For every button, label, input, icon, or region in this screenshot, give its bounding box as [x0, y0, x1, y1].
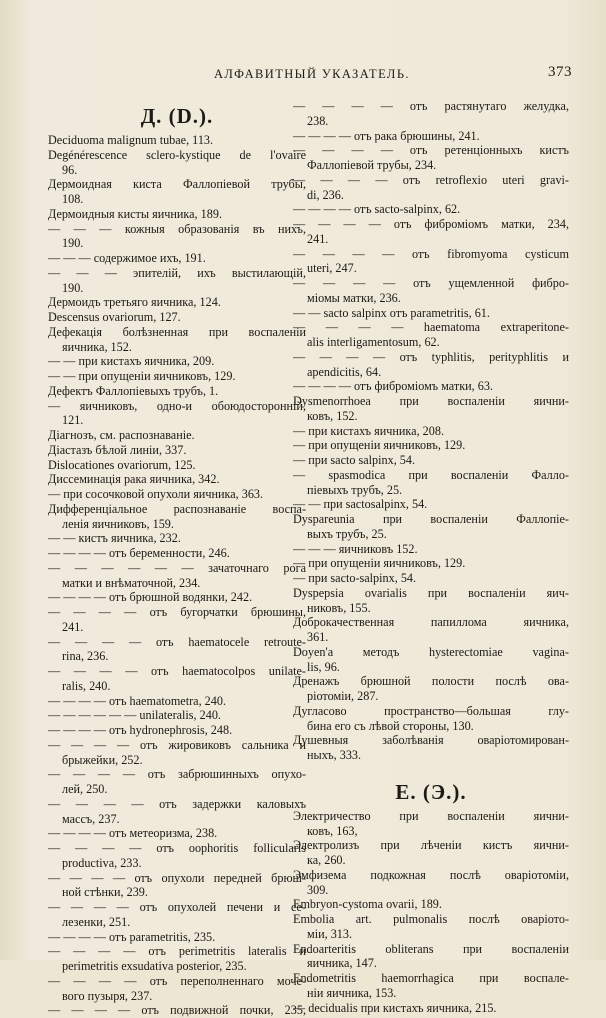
index-line: — при sacto salpinx, 54.: [293, 453, 416, 467]
running-title: АЛФАВИТНЫЙ УКАЗАТЕЛЬ.: [214, 67, 410, 81]
index-line: ковъ, 152.: [307, 408, 358, 423]
index-line: — — — — отъ рака брюшины, 241.: [293, 128, 480, 143]
index-line: — — — — отъ переполненнаго моче-: [48, 973, 306, 988]
index-line: лей, 250.: [62, 782, 108, 796]
index-line: Электролизъ при лѣченіи кистъ яични-: [293, 838, 569, 853]
index-line: — — кистъ яичника, 232.: [48, 531, 181, 546]
index-line: Endometritis haemorrhagica при воспале-: [293, 971, 569, 985]
index-line: выхъ трубъ, 25.: [307, 526, 387, 541]
page-number: 373: [548, 64, 572, 80]
index-line: Доброкачественная папиллома яичника,: [293, 615, 569, 630]
index-line: міомы матки, 236.: [307, 290, 401, 305]
index-line: піевыхъ трубъ, 25.: [307, 482, 403, 497]
index-line: — при сосочковой опухоли яичника, 363.: [48, 487, 264, 501]
index-line: — — — — haematoma extraperitone-: [293, 320, 569, 335]
left-column: [48, 99, 306, 1018]
index-line: — — — — отъ oophoritis follicularis: [48, 841, 306, 855]
index-line: 361.: [307, 630, 329, 644]
index-line: 96.: [62, 162, 78, 177]
index-line: Дермоидныя кисты яичника, 189.: [48, 206, 222, 221]
index-line: ныхъ, 333.: [307, 748, 362, 762]
index-line: rina, 236.: [62, 649, 109, 664]
index-line: яичника, 152.: [62, 339, 132, 354]
index-line: — при опущеніи яичниковъ, 129.: [293, 556, 466, 571]
index-line: perimetritis exsudativa posterior, 235.: [62, 959, 247, 973]
index-line: вого пузыря, 237.: [62, 988, 153, 1003]
index-line: Эмфизема подкожная послѣ оваріотоміи,: [293, 867, 569, 882]
index-line: — — — — отъ опухоли передней брюш-: [48, 870, 306, 885]
index-line: 121.: [62, 413, 84, 428]
index-line: Embolia art. pulmonalis послѣ оваріото-: [293, 912, 569, 926]
index-line: Doyen'а методъ hysterectomiae vagina-: [293, 644, 569, 659]
index-line: — — sacto salpinx отъ parametritis, 61.: [293, 305, 490, 320]
index-line: — — — — отъ parametritis, 235.: [48, 929, 216, 944]
index-line: Электричество при воспаленіи яични-: [293, 808, 569, 823]
index-line: — — — — отъ жировиковъ сальника и: [48, 737, 306, 752]
index-line: — — — — отъ брюшной водянки, 242.: [48, 590, 253, 605]
index-line: Dislocationes ovariorum, 125.: [48, 457, 196, 472]
index-line: Діастазъ бѣлой линіи, 337.: [48, 442, 187, 457]
index-line: ralis, 240.: [62, 678, 111, 693]
right-column: [293, 99, 569, 1015]
index-line: apendicitis, 64.: [307, 364, 382, 379]
index-line: — — — — отъ фиброміомъ матки, 234,: [293, 217, 569, 231]
index-line: Дермоидъ третьяго яичника, 124.: [48, 295, 221, 310]
index-line: Descensus ovariorum, 127.: [48, 310, 181, 324]
index-line: — — — — отъ задержки каловыхъ: [48, 796, 306, 811]
index-line: міи, 313.: [307, 926, 353, 941]
index-line: Дефектъ Фаллопіевыхъ трубъ, 1.: [48, 383, 219, 398]
index-line: — — — — отъ подвижной почки, 235,: [48, 1003, 306, 1018]
index-line: ніи яичника, 153.: [307, 985, 397, 1000]
index-line: — — — — отъ бугорчатки брюшины,: [48, 605, 306, 619]
index-line: — — — — отъ sacto-salpinx, 62.: [293, 202, 461, 217]
index-line: — — — эпителій, ихъ выстилающій,: [48, 265, 306, 280]
index-line: — при кистахъ яичника, 208.: [293, 423, 445, 438]
index-line: Діагнозъ, см. распознаваніе.: [48, 428, 195, 442]
index-line: — яичниковъ, одно-и обоюдосторонній,: [48, 398, 306, 413]
index-line: Deciduoma malignum tubae, 113.: [48, 133, 214, 147]
index-line: — при sacto-salpinx, 54.: [293, 571, 417, 585]
index-line: Дугласово пространство—большая глу-: [293, 703, 569, 718]
index-line: Дефекація болѣзненная при воспаленіи: [48, 324, 306, 339]
index-line: — — — — отъ опухолей печени и се-: [48, 900, 306, 914]
index-line: Endoarteritis obliterans при воспаленіи: [293, 941, 569, 956]
index-line: — — при кистахъ яичника, 209.: [48, 354, 215, 369]
index-line: — — — — отъ ущемленной фибро-: [293, 276, 569, 290]
index-line: — — — — — — зачаточнаго рога: [48, 560, 306, 575]
index-line: — — — — — — unilateralis, 240.: [48, 708, 221, 723]
index-line: 309.: [307, 882, 329, 897]
index-entries-e: [293, 809, 569, 1016]
index-line: ріотоміи, 287.: [307, 689, 379, 703]
index-line: бина его съ лѣвой стороны, 130.: [307, 718, 474, 733]
index-line: матки и внѣматочной, 234.: [62, 575, 201, 590]
index-line: — — — — отъ метеоризма, 238.: [48, 826, 218, 841]
index-line: массъ, 237.: [62, 811, 120, 826]
index-line: — spasmodica при воспаленіи Фалло-: [293, 467, 569, 482]
index-line: 190.: [62, 236, 84, 251]
index-line: — — — — отъ haematometra, 240.: [48, 693, 226, 708]
page-header: [48, 63, 572, 83]
index-line: uteri, 247.: [307, 261, 357, 276]
index-line: — — — — отъ беременности, 246.: [48, 546, 230, 560]
index-line: 241.: [307, 231, 329, 246]
index-line: Embryon-cystoma ovarii, 189.: [293, 897, 442, 912]
index-line: — — — — отъ haematocolpos unilate-: [48, 664, 306, 678]
index-line: — — — яичниковъ 152.: [293, 541, 418, 556]
index-line: — — — — отъ perimetritis lateralis и: [48, 944, 306, 959]
index-line: Дифференціальное распознаваніе воспа-: [48, 501, 306, 516]
index-line: — — — кожныя образованія въ нихъ,: [48, 221, 306, 236]
index-line: лезенки, 251.: [62, 914, 131, 929]
index-line: — — при опущеніи яичниковъ, 129.: [48, 369, 236, 383]
index-line: Dyspareunia при воспаленіи Фаллопіе-: [293, 512, 569, 526]
index-line: — — — — отъ ретенціонныхъ кистъ: [293, 143, 569, 158]
index-line: — — — — отъ фиброміомъ матки, 63.: [293, 379, 493, 394]
index-line: 238.: [307, 113, 329, 128]
index-line: di, 236.: [307, 187, 344, 202]
index-line: Диссеминація рака яичника, 342.: [48, 472, 220, 487]
index-line: alis interligamentosum, 62.: [307, 335, 440, 349]
index-line: никовъ, 155.: [307, 600, 371, 615]
index-line: Дермоидная киста Фаллопіевой трубы,: [48, 177, 306, 192]
index-line: — при опущеніи яичниковъ, 129.: [293, 438, 466, 453]
section-heading-e: Е. (Э.).: [395, 779, 467, 804]
index-line: ленія яичниковъ, 159.: [62, 516, 174, 531]
index-line: — — — — отъ растянутаго желудка,: [293, 99, 569, 113]
index-line: яичника, 147.: [307, 956, 377, 971]
index-line: — — — — отъ fibromyoma cysticum: [293, 246, 569, 261]
index-line: брыжейки, 252.: [62, 752, 143, 767]
index-line: — — — — отъ typhlitis, perityphlitis и: [293, 349, 569, 364]
index-line: — — — — отъ haematocele retroute-: [48, 634, 306, 649]
index-line: — — — — отъ retroflexio uteri gravi-: [293, 172, 569, 187]
index-line: — — — — отъ забрюшинныхъ опухо-: [48, 767, 306, 782]
index-line: ной стѣнки, 239.: [62, 885, 148, 900]
index-line: — — — содержимое ихъ, 191.: [48, 251, 206, 265]
index-line: — — — — отъ hydronephrosis, 248.: [48, 723, 233, 737]
index-line: 190.: [62, 280, 84, 295]
index-line: lis, 96.: [307, 659, 340, 674]
index-line: Degénérescence sclero-kystique de l'ovaire: [48, 147, 306, 162]
index-line: — decidualis при кистахъ яичника, 215.: [293, 1000, 497, 1015]
index-line: — — при sactosalpinx, 54.: [293, 497, 428, 512]
index-line: Dysmenorrhoea при воспаленіи яични-: [293, 394, 569, 408]
index-line: Душевныя заболѣванія оваріотомирован-: [293, 733, 569, 748]
index-line: Фаллопіевой трубы, 234.: [307, 158, 437, 172]
index-line: productiva, 233.: [62, 855, 142, 870]
section-heading-d: Д. (D.).: [140, 104, 214, 128]
index-line: 241.: [62, 619, 84, 634]
index-line: Дренажъ брюшной полости послѣ ова-: [293, 674, 569, 689]
index-line: Dyspepsia ovarialis при воспаленіи яич-: [293, 585, 569, 600]
index-line: ковъ, 163,: [307, 823, 358, 838]
index-entries-d-continued: [293, 99, 569, 763]
index-line: 108.: [62, 192, 84, 206]
index-entries-d: [48, 133, 306, 1018]
index-line: ка, 260.: [307, 853, 346, 867]
